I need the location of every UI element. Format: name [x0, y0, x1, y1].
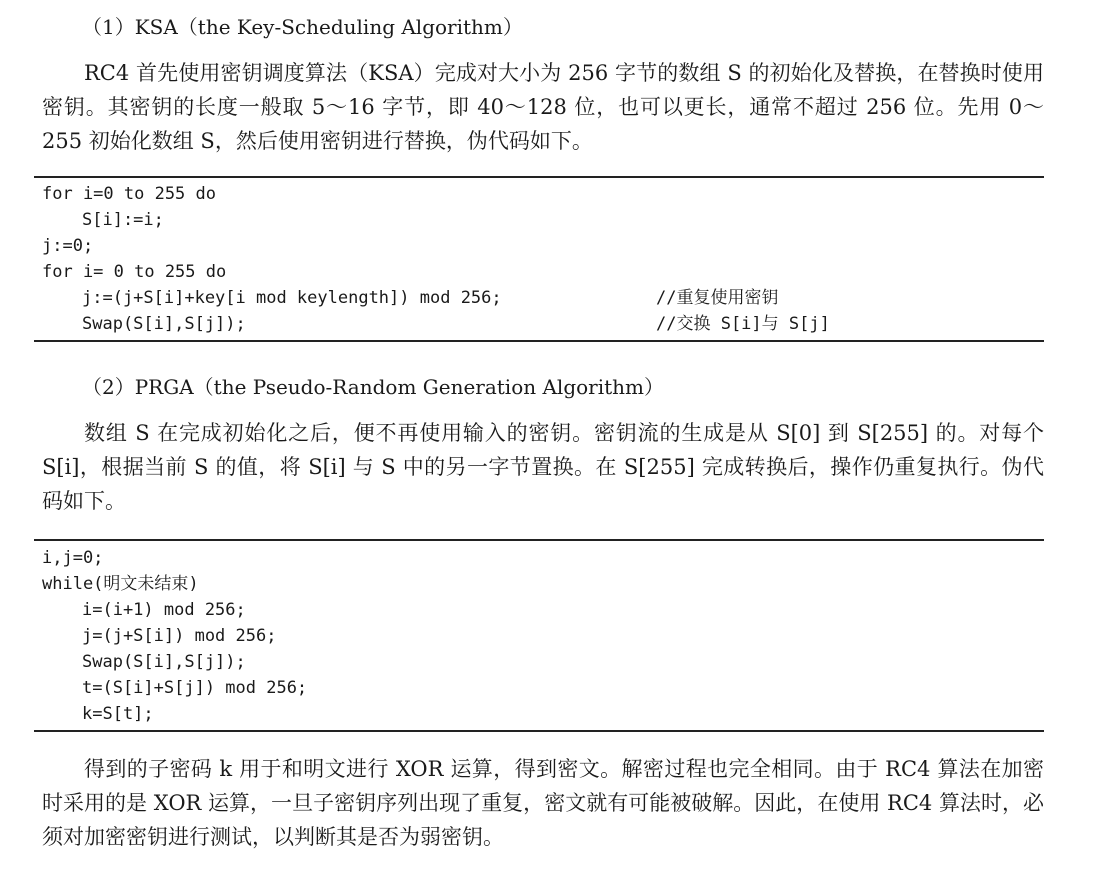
section-heading-ksa: （1）KSA（the Key-Scheduling Algorithm）: [82, 15, 523, 39]
code-block-ksa: [34, 176, 1044, 342]
code-text: i,j=0;: [42, 548, 104, 568]
code-line: [34, 181, 1044, 207]
code-block-prga: [34, 539, 1044, 732]
code-line: [34, 597, 1044, 623]
code-text: j=(j+S[i]) mod 256;: [82, 626, 277, 646]
code-text: S[i]:=i;: [82, 210, 164, 230]
code-line: [34, 675, 1044, 701]
code-line: [34, 649, 1044, 675]
code-line: [34, 233, 1044, 259]
paragraph-conclusion: 得到的子密码 k 用于和明文进行 XOR 运算，得到密文。解密过程也完全相同。由于 RC4 算法在加密时采用的是 XOR 运算，一旦子密钥序列出现了重复，密文就有可能被破解。因此，在使用 RC4 算法时，必须对加密密钥进行测试，以判断其是否为弱密钥。: [42, 757, 1044, 849]
code-line: [34, 545, 1044, 571]
code-text: Swap(S[i],S[j]);: [82, 652, 246, 672]
code-line: [34, 701, 1044, 727]
code-comment: //交换 S[i]与 S[j]: [656, 314, 830, 334]
code-text: while(明文未结束): [42, 574, 199, 594]
code-text: j:=0;: [42, 236, 94, 256]
paragraph-ksa-intro: RC4 首先使用密钥调度算法（KSA）完成对大小为 256 字节的数组 S 的初始化及替换，在替换时使用密钥。其密钥的长度一般取 5～16 字节，即 40～128 位，也可以更长，通常不超过 256 位。先用 0～255 初始化数组 S，然后使用密钥进行替换，伪代码如下。: [42, 61, 1044, 153]
section-heading-prga: （2）PRGA（the Pseudo-Random Generation Algorithm）: [82, 375, 665, 399]
code-comment: //重复使用密钥: [656, 288, 779, 308]
code-text: Swap(S[i],S[j]);: [82, 314, 246, 334]
paragraph-prga-intro: 数组 S 在完成初始化之后，便不再使用输入的密钥。密钥流的生成是从 S[0] 到 S[255] 的。对每个 S[i]，根据当前 S 的值，将 S[i] 与 S 中的另一字节置换。在 S[255] 完成转换后，操作仍重复执行。伪代码如下。: [42, 421, 1044, 513]
code-text: j:=(j+S[i]+key[i mod keylength]) mod 256;: [82, 288, 502, 308]
code-line: [34, 207, 1044, 233]
code-text: i=(i+1) mod 256;: [82, 600, 246, 620]
code-line: [34, 311, 1044, 337]
code-text: for i=0 to 255 do: [42, 184, 216, 204]
code-line: [34, 285, 1044, 311]
code-line: [34, 259, 1044, 285]
code-text: for i= 0 to 255 do: [42, 262, 227, 282]
code-text: t=(S[i]+S[j]) mod 256;: [82, 678, 308, 698]
code-line: [34, 571, 1044, 597]
code-line: [34, 623, 1044, 649]
code-text: k=S[t];: [82, 704, 154, 724]
